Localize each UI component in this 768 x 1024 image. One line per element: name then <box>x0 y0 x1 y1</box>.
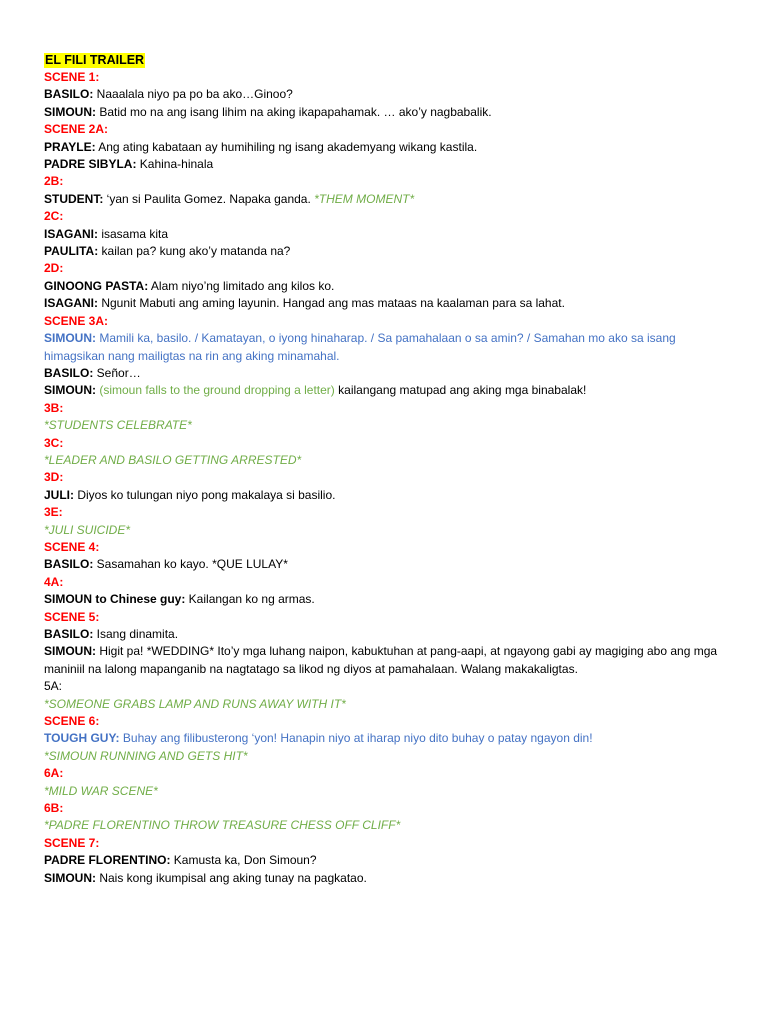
action-note: (simoun falls to the ground dropping a letter) <box>96 383 335 398</box>
speaker-name: PADRE SIBYLA: <box>44 157 137 172</box>
dialogue-line <box>44 591 728 608</box>
scene-heading: SCENE 1: <box>44 70 100 84</box>
stage-direction: *LEADER AND BASILO GETTING ARRESTED* <box>44 452 302 467</box>
speaker-name: SIMOUN: <box>44 644 96 659</box>
stage-direction: *PADRE FLORENTINO THROW TREASURE CHESS OFF CLIFF* <box>44 818 401 833</box>
dialogue-text: Kahina-hinala <box>136 157 214 172</box>
scene-heading: SCENE 4: <box>44 539 100 554</box>
speaker-name: GINOONG PASTA: <box>44 278 149 293</box>
document-title: EL FILI TRAILER <box>45 53 145 67</box>
stage-direction: *STUDENTS CELEBRATE* <box>44 418 192 433</box>
dialogue-line <box>44 852 728 869</box>
speaker-name: SIMOUN: <box>44 331 96 346</box>
scene-heading: 3C: <box>44 435 64 450</box>
dialogue-text: Mamili ka, basilo. / Kamatayan, o iyong hinaharap. / Sa pamahalaan o sa amin? / Samahan mo ako sa isang himagsikan nang mailigtas na rin ang aking minamahal. <box>44 331 676 363</box>
scene-heading: 3E: <box>44 505 63 520</box>
dialogue-line <box>44 330 734 365</box>
dialogue-text: Nais kong ikumpisal ang aking tunay na pagkatao. <box>96 870 367 885</box>
dialogue-line <box>44 139 728 156</box>
scene-heading: SCENE 3A: <box>44 313 109 328</box>
scene-heading: SCENE 5: <box>44 609 100 624</box>
dialogue-text: Buhay ang filibusterong ‘yon! Hanapin niyo at iharap niyo dito buhay o patay ngayon din! <box>119 731 593 746</box>
scene-heading: 6B: <box>44 801 64 816</box>
dialogue-text: Isang dinamita. <box>93 627 179 641</box>
speaker-name: PADRE FLORENTINO: <box>44 853 171 868</box>
speaker-name: PAULITA: <box>44 244 99 259</box>
dialogue-text: Señor… <box>93 365 141 380</box>
speaker-name: STUDENT: <box>44 191 104 206</box>
speaker-name: JULI: <box>44 487 74 502</box>
dialogue-line <box>44 382 728 399</box>
scene-heading: 2C: <box>44 209 64 224</box>
dialogue-text: Kailangan ko ng armas. <box>185 592 315 607</box>
speaker-name: SIMOUN: <box>44 104 96 119</box>
speaker-name: ISAGANI: <box>44 226 98 241</box>
dialogue-text: ‘yan si Paulita Gomez. Napaka ganda. <box>103 191 315 206</box>
speaker-name: BASILO: <box>44 365 94 380</box>
dialogue-text: Ang ating kabataan ay humihiling ng isang akademyang wikang kastila. <box>95 139 478 154</box>
scene-heading: 3B: <box>44 400 64 415</box>
scene-heading: 2B: <box>44 174 64 189</box>
dialogue-line <box>44 86 728 103</box>
dialogue-line <box>44 278 728 295</box>
inline-direction: *THEM MOMENT* <box>314 191 415 206</box>
dialogue-line <box>44 191 728 208</box>
dialogue-text: kailan pa? kung ako’y matanda na? <box>98 244 291 259</box>
dialogue-line <box>44 870 728 887</box>
speaker-name: BASILO: <box>44 557 94 572</box>
dialogue-text: Higit pa! *WEDDING* Ito’y mga luhang naipon, kabuktuhan at pang-aapi, at ngayong gabi ay magiging abo ang mga maniniil na lalong mapanganib na nagtatago sa likod ng diyos at pamahalaan. Walang makakaligtas. <box>44 644 718 676</box>
dialogue-text: Sasamahan ko kayo. *QUE LULAY* <box>93 557 288 572</box>
speaker-name: ISAGANI: <box>44 296 98 311</box>
dialogue-text: Batid mo na ang isang lihim na aking ikapapahamak. … ako’y nagbabalik. <box>96 104 492 119</box>
scene-heading: 5A: <box>44 679 63 694</box>
dialogue-line <box>44 643 734 678</box>
dialogue-text: Naaalala niyo pa po ba ako…Ginoo? <box>93 87 293 102</box>
speaker-name: SIMOUN: <box>44 383 96 398</box>
dialogue-line <box>44 487 728 504</box>
speaker-name: BASILO: <box>44 87 94 102</box>
dialogue-text: Alam niyo’ng limitado ang kilos ko. <box>148 278 335 293</box>
stage-direction: *JULI SUICIDE* <box>44 522 131 537</box>
dialogue-line <box>44 104 728 121</box>
dialogue-text: Diyos ko tulungan niyo pong makalaya si basilio. <box>74 487 336 502</box>
dialogue-text: isasama kita <box>98 226 169 241</box>
speaker-name: SIMOUN to Chinese guy: <box>44 592 186 607</box>
dialogue-line <box>44 226 728 243</box>
scene-heading: SCENE 6: <box>44 714 100 729</box>
dialogue-line <box>44 156 728 173</box>
speaker-name: TOUGH GUY: <box>44 731 120 746</box>
stage-direction: *MILD WAR SCENE* <box>44 783 158 798</box>
dialogue-line <box>44 626 728 643</box>
dialogue-line <box>44 556 728 573</box>
dialogue-text: Kamusta ka, Don Simoun? <box>170 853 317 868</box>
dialogue-line <box>44 730 728 747</box>
script-body <box>44 69 728 887</box>
speaker-name: SIMOUN: <box>44 870 96 885</box>
dialogue-line <box>44 243 728 260</box>
dialogue-line <box>44 365 728 382</box>
dialogue-line <box>44 295 728 312</box>
scene-heading: 3D: <box>44 470 64 485</box>
dialogue-text: Ngunit Mabuti ang aming layunin. Hangad ang mas mataas na kaalaman para sa lahat. <box>98 296 565 311</box>
speaker-name: PRAYLE: <box>44 139 96 154</box>
scene-heading: SCENE 7: <box>44 835 100 850</box>
scene-heading: 4A: <box>44 574 64 589</box>
stage-direction: *SOMEONE GRABS LAMP AND RUNS AWAY WITH IT* <box>44 696 346 711</box>
scene-heading: 6A: <box>44 766 64 781</box>
stage-direction: *SIMOUN RUNNING AND GETS HIT* <box>44 748 248 763</box>
dialogue-text: kailangang matupad ang aking mga binabalak! <box>334 383 587 398</box>
scene-heading: SCENE 2A: <box>44 122 109 137</box>
speaker-name: BASILO: <box>44 627 94 641</box>
scene-heading: 2D: <box>44 261 64 276</box>
